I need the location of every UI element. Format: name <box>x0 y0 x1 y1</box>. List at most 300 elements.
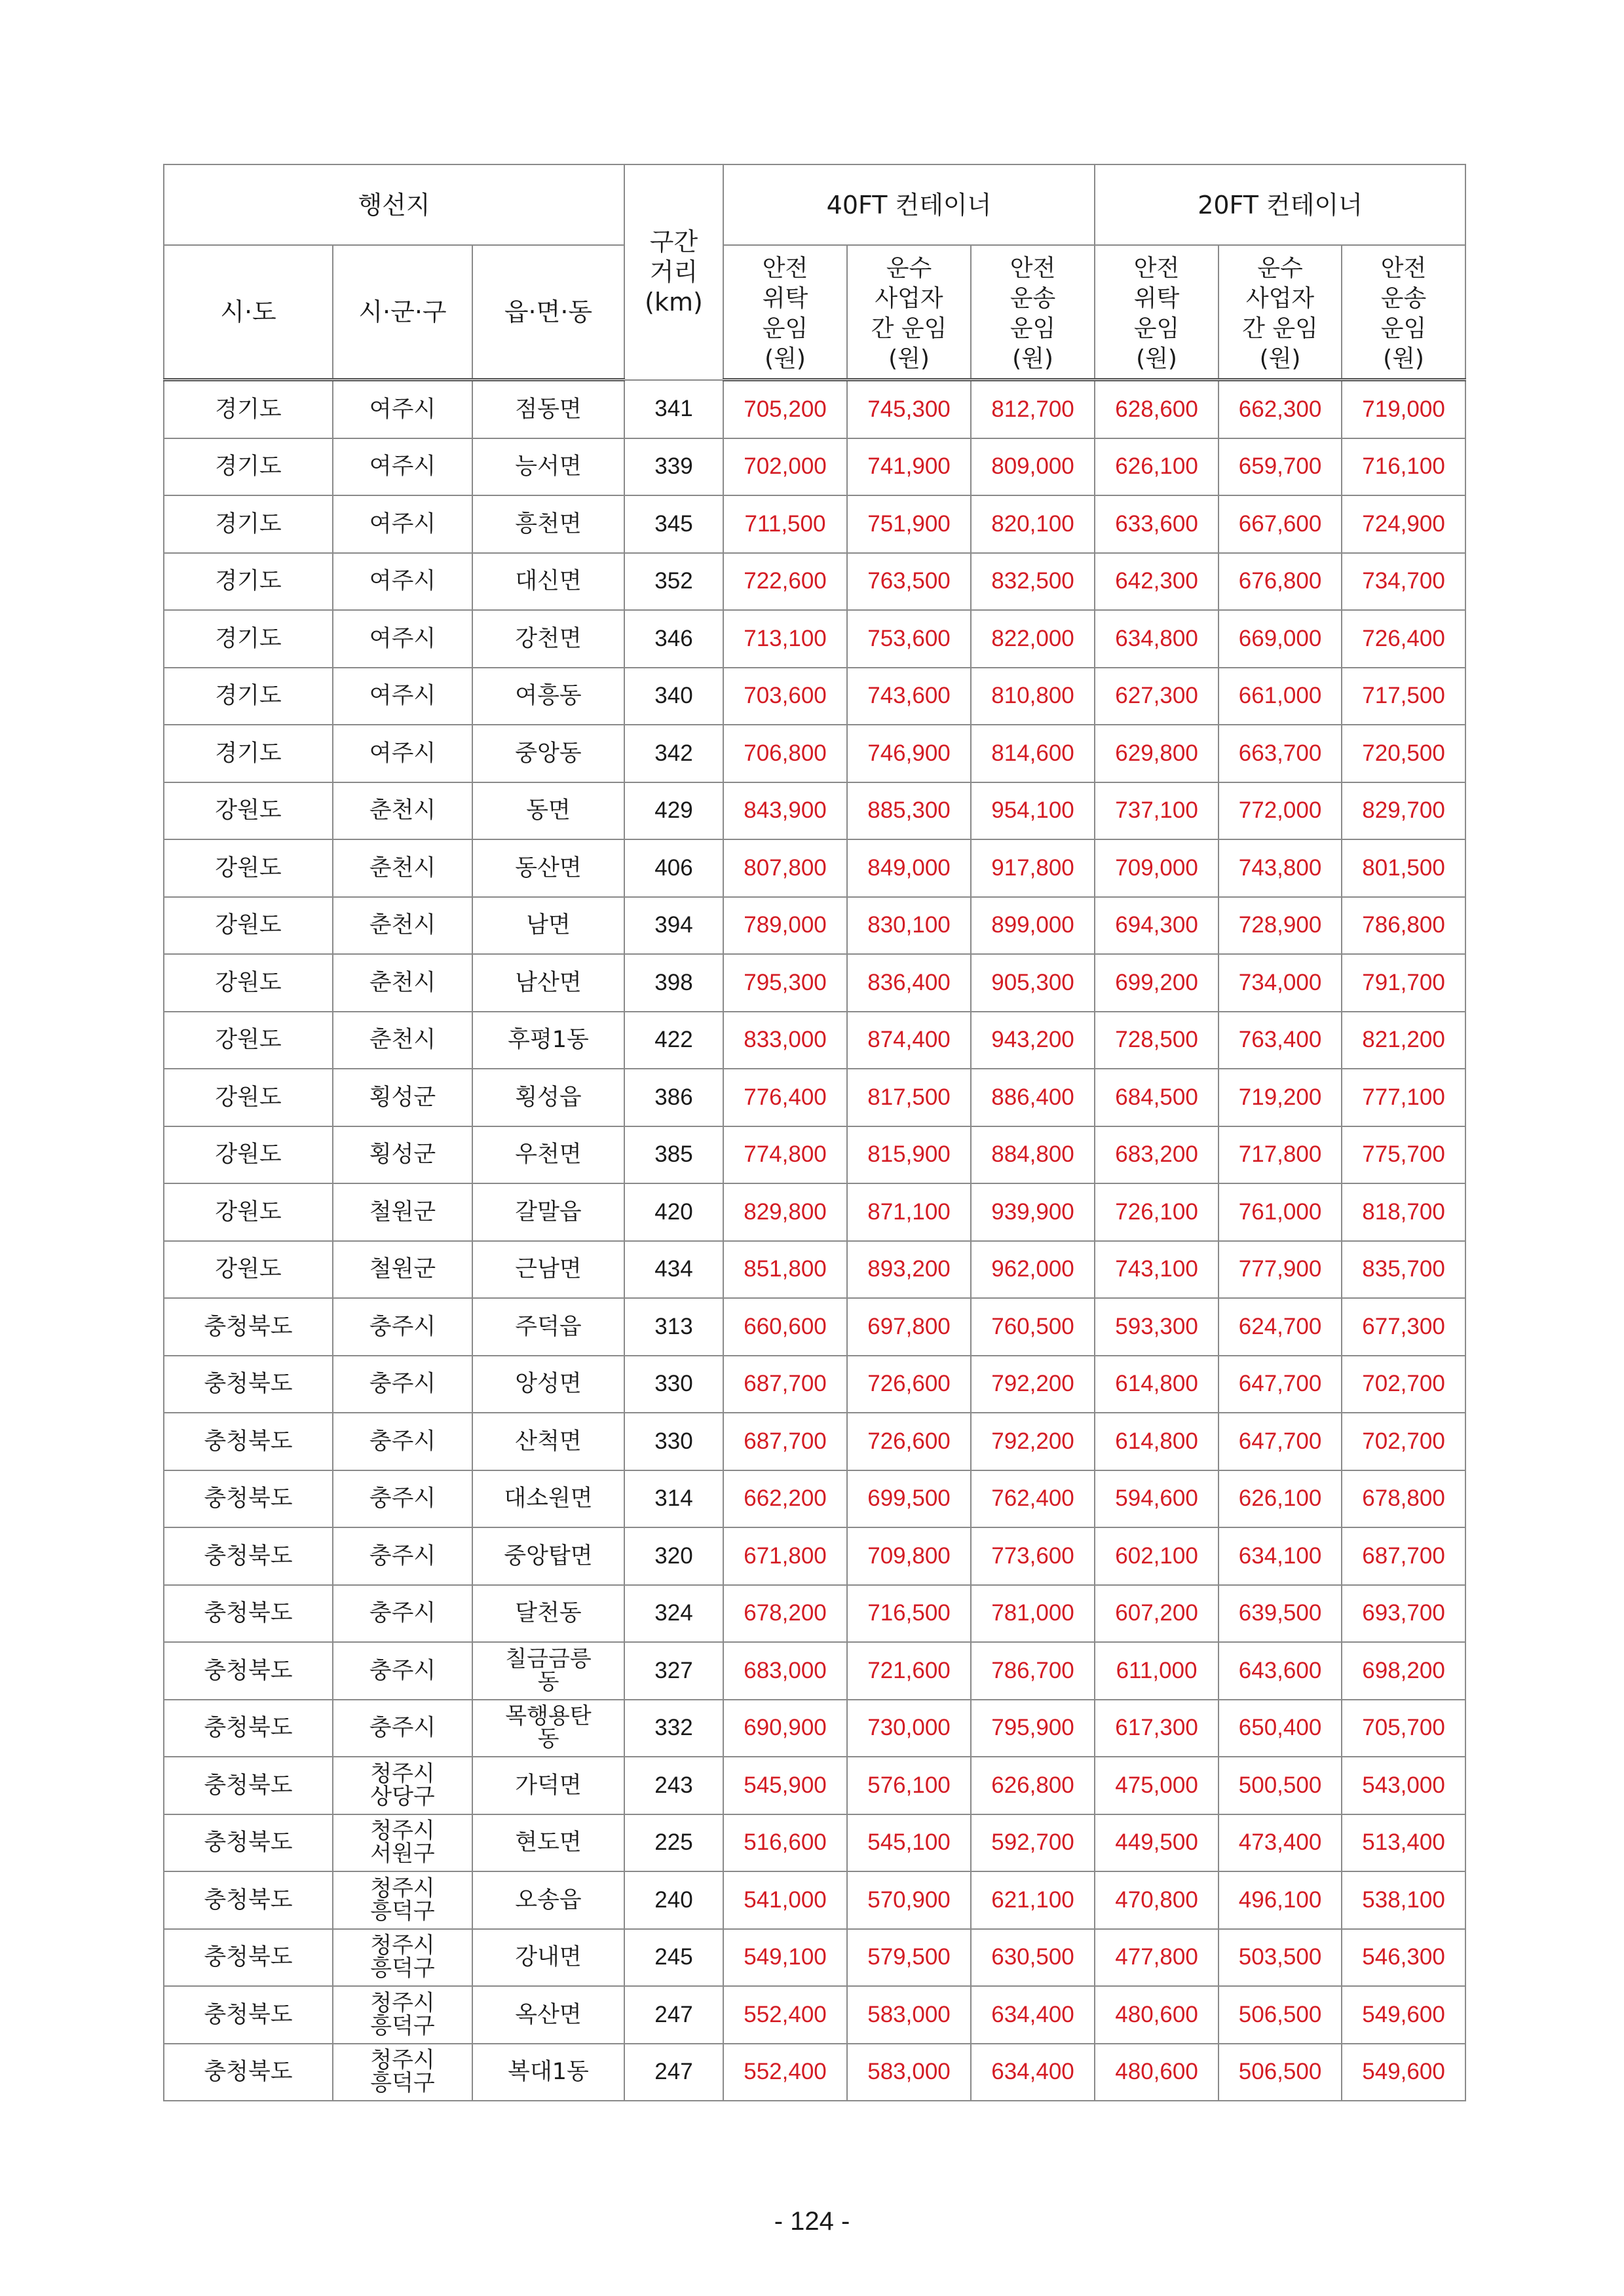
safe-consign-40-cell: 690,900 <box>723 1700 847 1757</box>
town-cell: 동산면 <box>472 839 624 897</box>
safe-consign-40-cell: 662,200 <box>723 1470 847 1528</box>
town-cell: 중앙동 <box>472 725 624 782</box>
safe-transport-40-cell: 592,700 <box>971 1814 1095 1872</box>
city-cell: 춘천시 <box>333 897 472 955</box>
province-cell: 경기도 <box>164 495 333 553</box>
carrier-rate-40-cell: 817,500 <box>847 1069 971 1126</box>
safe-transport-40-cell: 762,400 <box>971 1470 1095 1528</box>
safe-transport-20-cell: 818,700 <box>1342 1183 1465 1241</box>
distance-cell: 327 <box>624 1642 723 1700</box>
province-cell: 충청북도 <box>164 1986 333 2044</box>
town-cell: 목행용탄 동 <box>472 1700 624 1757</box>
distance-cell: 240 <box>624 1871 723 1929</box>
distance-cell: 420 <box>624 1183 723 1241</box>
province-cell: 충청북도 <box>164 1413 333 1470</box>
city-cell: 청주시 상당구 <box>333 1757 472 1814</box>
safe-consign-20-cell: 629,800 <box>1095 725 1218 782</box>
safe-transport-40-cell: 812,700 <box>971 380 1095 438</box>
table-row <box>164 1929 1465 1987</box>
carrier-rate-40-cell: 885,300 <box>847 782 971 840</box>
carrier-rate-20-cell: 719,200 <box>1218 1069 1342 1126</box>
province-cell: 강원도 <box>164 1183 333 1241</box>
carrier-rate-40-cell: 745,300 <box>847 380 971 438</box>
table-row <box>164 1814 1465 1872</box>
province-cell: 충청북도 <box>164 1585 333 1643</box>
safe-transport-40-cell: 822,000 <box>971 610 1095 668</box>
safe-transport-40-cell: 820,100 <box>971 495 1095 553</box>
safe-transport-20-cell: 702,700 <box>1342 1356 1465 1413</box>
safe-transport-40-cell: 917,800 <box>971 839 1095 897</box>
safe-transport-40-cell: 814,600 <box>971 725 1095 782</box>
province-cell: 경기도 <box>164 553 333 611</box>
city-cell: 충주시 <box>333 1356 472 1413</box>
safe-transport-20-cell: 835,700 <box>1342 1241 1465 1299</box>
carrier-rate-20-cell: 634,100 <box>1218 1527 1342 1585</box>
town-cell: 근남면 <box>472 1241 624 1299</box>
carrier-rate-20-cell: 772,000 <box>1218 782 1342 840</box>
table-row <box>164 1356 1465 1413</box>
town-cell: 갈말읍 <box>472 1183 624 1241</box>
carrier-rate-40-cell: 871,100 <box>847 1183 971 1241</box>
carrier-rate-40-cell: 893,200 <box>847 1241 971 1299</box>
town-cell: 중앙탑면 <box>472 1527 624 1585</box>
distance-cell: 332 <box>624 1700 723 1757</box>
carrier-rate-20-cell: 662,300 <box>1218 380 1342 438</box>
distance-cell: 341 <box>624 380 723 438</box>
table-row <box>164 1700 1465 1757</box>
safe-consign-20-cell: 449,500 <box>1095 1814 1218 1872</box>
province-cell: 강원도 <box>164 1069 333 1126</box>
safe-transport-20-cell: 829,700 <box>1342 782 1465 840</box>
safe-transport-40-cell: 773,600 <box>971 1527 1095 1585</box>
safe-transport-40-cell: 792,200 <box>971 1413 1095 1470</box>
table-row <box>164 1871 1465 1929</box>
safe-consign-20-cell: 634,800 <box>1095 610 1218 668</box>
table-row <box>164 1527 1465 1585</box>
safe-consign-20-cell: 694,300 <box>1095 897 1218 955</box>
carrier-rate-20-cell: 650,400 <box>1218 1700 1342 1757</box>
city-cell: 충주시 <box>333 1413 472 1470</box>
table-row <box>164 1298 1465 1356</box>
table-row <box>164 839 1465 897</box>
town-cell: 강천면 <box>472 610 624 668</box>
carrier-rate-40-cell: 741,900 <box>847 438 971 496</box>
safe-transport-20-cell: 677,300 <box>1342 1298 1465 1356</box>
safe-consign-40-cell: 833,000 <box>723 1012 847 1069</box>
safe-transport-20-cell: 705,700 <box>1342 1700 1465 1757</box>
safe-transport-40-cell: 626,800 <box>971 1757 1095 1814</box>
safe-consign-40-cell: 687,700 <box>723 1356 847 1413</box>
carrier-rate-40-cell: 730,000 <box>847 1700 971 1757</box>
table-row <box>164 380 1465 438</box>
carrier-rate-20-cell: 506,500 <box>1218 2044 1342 2101</box>
safe-transport-20-cell: 687,700 <box>1342 1527 1465 1585</box>
town-cell: 산척면 <box>472 1413 624 1470</box>
province-cell: 강원도 <box>164 1241 333 1299</box>
carrier-rate-40-cell: 716,500 <box>847 1585 971 1643</box>
town-cell: 옥산면 <box>472 1986 624 2044</box>
safe-transport-40-cell: 621,100 <box>971 1871 1095 1929</box>
safe-consign-40-cell: 545,900 <box>723 1757 847 1814</box>
safe-consign-40-cell: 851,800 <box>723 1241 847 1299</box>
safe-transport-40-cell: 962,000 <box>971 1241 1095 1299</box>
town-cell: 앙성면 <box>472 1356 624 1413</box>
safe-consign-20-cell: 709,000 <box>1095 839 1218 897</box>
carrier-rate-20-cell: 639,500 <box>1218 1585 1342 1643</box>
safe-transport-20-cell: 791,700 <box>1342 954 1465 1012</box>
safe-transport-40-cell: 760,500 <box>971 1298 1095 1356</box>
safe-consign-20-cell: 726,100 <box>1095 1183 1218 1241</box>
safe-consign-40-cell: 549,100 <box>723 1929 847 1987</box>
safe-consign-40-cell: 789,000 <box>723 897 847 955</box>
safe-transport-20-cell: 702,700 <box>1342 1413 1465 1470</box>
safe-transport-40-header: 안전 운송 운임 (원) <box>971 245 1095 380</box>
carrier-rate-20-cell: 734,000 <box>1218 954 1342 1012</box>
safe-consign-40-cell: 678,200 <box>723 1585 847 1643</box>
distance-cell: 385 <box>624 1126 723 1184</box>
safe-consign-20-cell: 628,600 <box>1095 380 1218 438</box>
table-row <box>164 2044 1465 2101</box>
city-cell: 충주시 <box>333 1298 472 1356</box>
safe-transport-40-cell: 792,200 <box>971 1356 1095 1413</box>
table-row <box>164 782 1465 840</box>
distance-header: 구간 거리 (km) <box>624 164 723 380</box>
safe-consign-40-cell: 807,800 <box>723 839 847 897</box>
carrier-rate-20-cell: 761,000 <box>1218 1183 1342 1241</box>
safe-consign-20-cell: 480,600 <box>1095 1986 1218 2044</box>
city-cell: 충주시 <box>333 1700 472 1757</box>
city-cell: 여주시 <box>333 438 472 496</box>
safe-consign-20-header: 안전 위탁 운임 (원) <box>1095 245 1218 380</box>
carrier-rate-20-cell: 667,600 <box>1218 495 1342 553</box>
safe-transport-20-cell: 693,700 <box>1342 1585 1465 1643</box>
city-cell: 충주시 <box>333 1470 472 1528</box>
freight-rate-table <box>163 164 1466 2101</box>
carrier-rate-20-cell: 659,700 <box>1218 438 1342 496</box>
carrier-rate-40-cell: 815,900 <box>847 1126 971 1184</box>
safe-consign-40-cell: 683,000 <box>723 1642 847 1700</box>
safe-consign-40-cell: 516,600 <box>723 1814 847 1872</box>
distance-cell: 245 <box>624 1929 723 1987</box>
province-cell: 충청북도 <box>164 1356 333 1413</box>
town-cell: 동면 <box>472 782 624 840</box>
safe-transport-20-header: 안전 운송 운임 (원) <box>1342 245 1465 380</box>
carrier-rate-20-cell: 473,400 <box>1218 1814 1342 1872</box>
town-cell: 달천동 <box>472 1585 624 1643</box>
province-cell: 강원도 <box>164 782 333 840</box>
province-cell: 충청북도 <box>164 1298 333 1356</box>
carrier-rate-40-cell: 751,900 <box>847 495 971 553</box>
city-cell: 여주시 <box>333 668 472 725</box>
carrier-rate-20-cell: 728,900 <box>1218 897 1342 955</box>
safe-consign-40-cell: 687,700 <box>723 1413 847 1470</box>
province-cell: 강원도 <box>164 897 333 955</box>
carrier-rate-20-cell: 676,800 <box>1218 553 1342 611</box>
table-row <box>164 553 1465 611</box>
table-body <box>164 380 1465 2101</box>
carrier-rate-20-cell: 661,000 <box>1218 668 1342 725</box>
safe-transport-20-cell: 549,600 <box>1342 2044 1465 2101</box>
province-cell: 강원도 <box>164 1126 333 1184</box>
carrier-rate-40-cell: 579,500 <box>847 1929 971 1987</box>
distance-cell: 320 <box>624 1527 723 1585</box>
town-cell: 칠금금릉 동 <box>472 1642 624 1700</box>
table-row <box>164 1069 1465 1126</box>
table-row <box>164 1757 1465 1814</box>
carrier-rate-20-cell: 777,900 <box>1218 1241 1342 1299</box>
safe-consign-20-cell: 480,600 <box>1095 2044 1218 2101</box>
safe-transport-40-cell: 832,500 <box>971 553 1095 611</box>
city-cell: 청주시 흥덕구 <box>333 2044 472 2101</box>
city-cell: 철원군 <box>333 1241 472 1299</box>
safe-consign-20-cell: 626,100 <box>1095 438 1218 496</box>
province-cell: 경기도 <box>164 610 333 668</box>
carrier-rate-40-cell: 709,800 <box>847 1527 971 1585</box>
town-cell: 복대1동 <box>472 2044 624 2101</box>
town-cell: 현도면 <box>472 1814 624 1872</box>
carrier-rate-20-header: 운수 사업자 간 운임 (원) <box>1218 245 1342 380</box>
city-cell: 여주시 <box>333 553 472 611</box>
safe-transport-20-cell: 724,900 <box>1342 495 1465 553</box>
town-cell: 점동면 <box>472 380 624 438</box>
province-cell: 충청북도 <box>164 1929 333 1987</box>
safe-transport-20-cell: 513,400 <box>1342 1814 1465 1872</box>
table-row <box>164 1183 1465 1241</box>
safe-transport-20-cell: 698,200 <box>1342 1642 1465 1700</box>
safe-transport-20-cell: 716,100 <box>1342 438 1465 496</box>
safe-transport-40-cell: 786,700 <box>971 1642 1095 1700</box>
page-number: - 124 - <box>774 2207 850 2236</box>
town-cell: 횡성읍 <box>472 1069 624 1126</box>
carrier-rate-40-header: 운수 사업자 간 운임 (원) <box>847 245 971 380</box>
carrier-rate-20-cell: 763,400 <box>1218 1012 1342 1069</box>
province-cell: 충청북도 <box>164 1757 333 1814</box>
safe-transport-20-cell: 543,000 <box>1342 1757 1465 1814</box>
safe-transport-40-cell: 809,000 <box>971 438 1095 496</box>
safe-consign-40-cell: 774,800 <box>723 1126 847 1184</box>
safe-consign-40-cell: 829,800 <box>723 1183 847 1241</box>
province-cell: 경기도 <box>164 380 333 438</box>
distance-cell: 406 <box>624 839 723 897</box>
city-cell: 여주시 <box>333 495 472 553</box>
carrier-rate-20-cell: 626,100 <box>1218 1470 1342 1528</box>
distance-cell: 243 <box>624 1757 723 1814</box>
town-header: 읍·면·동 <box>472 245 624 380</box>
carrier-rate-40-cell: 763,500 <box>847 553 971 611</box>
city-cell: 춘천시 <box>333 782 472 840</box>
town-cell: 우천면 <box>472 1126 624 1184</box>
province-cell: 경기도 <box>164 438 333 496</box>
carrier-rate-20-cell: 643,600 <box>1218 1642 1342 1700</box>
safe-consign-20-cell: 593,300 <box>1095 1298 1218 1356</box>
safe-transport-20-cell: 821,200 <box>1342 1012 1465 1069</box>
carrier-rate-20-cell: 506,500 <box>1218 1986 1342 2044</box>
safe-consign-20-cell: 607,200 <box>1095 1585 1218 1643</box>
distance-cell: 247 <box>624 2044 723 2101</box>
safe-transport-20-cell: 717,500 <box>1342 668 1465 725</box>
safe-transport-40-cell: 954,100 <box>971 782 1095 840</box>
city-cell: 철원군 <box>333 1183 472 1241</box>
distance-cell: 225 <box>624 1814 723 1872</box>
city-cell: 춘천시 <box>333 839 472 897</box>
distance-cell: 340 <box>624 668 723 725</box>
safe-transport-40-cell: 630,500 <box>971 1929 1095 1987</box>
distance-cell: 398 <box>624 954 723 1012</box>
province-cell: 충청북도 <box>164 1470 333 1528</box>
distance-cell: 247 <box>624 1986 723 2044</box>
safe-consign-20-cell: 617,300 <box>1095 1700 1218 1757</box>
safe-consign-40-cell: 843,900 <box>723 782 847 840</box>
safe-transport-20-cell: 549,600 <box>1342 1986 1465 2044</box>
safe-transport-40-cell: 943,200 <box>971 1012 1095 1069</box>
town-cell: 흥천면 <box>472 495 624 553</box>
city-cell: 여주시 <box>333 725 472 782</box>
carrier-rate-20-cell: 717,800 <box>1218 1126 1342 1184</box>
city-cell: 청주시 흥덕구 <box>333 1871 472 1929</box>
safe-transport-20-cell: 678,800 <box>1342 1470 1465 1528</box>
city-cell: 춘천시 <box>333 954 472 1012</box>
carrier-rate-40-cell: 874,400 <box>847 1012 971 1069</box>
distance-cell: 434 <box>624 1241 723 1299</box>
province-cell: 강원도 <box>164 839 333 897</box>
safe-consign-20-cell: 728,500 <box>1095 1012 1218 1069</box>
safe-transport-40-cell: 886,400 <box>971 1069 1095 1126</box>
safe-consign-20-cell: 594,600 <box>1095 1470 1218 1528</box>
carrier-rate-20-cell: 743,800 <box>1218 839 1342 897</box>
safe-consign-20-cell: 614,800 <box>1095 1413 1218 1470</box>
safe-transport-20-cell: 546,300 <box>1342 1929 1465 1987</box>
safe-consign-20-cell: 683,200 <box>1095 1126 1218 1184</box>
town-cell: 대소원면 <box>472 1470 624 1528</box>
carrier-rate-40-cell: 721,600 <box>847 1642 971 1700</box>
city-cell: 청주시 서원구 <box>333 1814 472 1872</box>
carrier-rate-20-cell: 496,100 <box>1218 1871 1342 1929</box>
city-cell: 횡성군 <box>333 1126 472 1184</box>
province-cell: 충청북도 <box>164 2044 333 2101</box>
safe-transport-40-cell: 795,900 <box>971 1700 1095 1757</box>
table-header <box>164 164 1465 380</box>
city-cell: 여주시 <box>333 610 472 668</box>
safe-consign-20-cell: 477,800 <box>1095 1929 1218 1987</box>
table-row <box>164 1986 1465 2044</box>
safe-transport-20-cell: 726,400 <box>1342 610 1465 668</box>
province-cell: 경기도 <box>164 725 333 782</box>
province-cell: 경기도 <box>164 668 333 725</box>
safe-transport-40-cell: 634,400 <box>971 1986 1095 2044</box>
safe-transport-20-cell: 786,800 <box>1342 897 1465 955</box>
town-cell: 남산면 <box>472 954 624 1012</box>
distance-cell: 386 <box>624 1069 723 1126</box>
safe-transport-20-cell: 538,100 <box>1342 1871 1465 1929</box>
city-cell: 청주시 흥덕구 <box>333 1986 472 2044</box>
distance-cell: 324 <box>624 1585 723 1643</box>
carrier-rate-40-cell: 726,600 <box>847 1413 971 1470</box>
carrier-rate-40-cell: 753,600 <box>847 610 971 668</box>
safe-consign-20-cell: 743,100 <box>1095 1241 1218 1299</box>
city-cell: 횡성군 <box>333 1069 472 1126</box>
distance-cell: 339 <box>624 438 723 496</box>
province-cell: 충청북도 <box>164 1527 333 1585</box>
carrier-rate-40-cell: 583,000 <box>847 2044 971 2101</box>
safe-transport-40-cell: 939,900 <box>971 1183 1095 1241</box>
carrier-rate-20-cell: 503,500 <box>1218 1929 1342 1987</box>
safe-consign-40-cell: 711,500 <box>723 495 847 553</box>
safe-consign-20-cell: 627,300 <box>1095 668 1218 725</box>
safe-consign-40-cell: 703,600 <box>723 668 847 725</box>
destination-header: 행선지 <box>164 164 624 245</box>
group-40ft-header: 40FT 컨테이너 <box>723 164 1095 245</box>
town-cell: 오송읍 <box>472 1871 624 1929</box>
carrier-rate-40-cell: 545,100 <box>847 1814 971 1872</box>
carrier-rate-40-cell: 726,600 <box>847 1356 971 1413</box>
safe-transport-20-cell: 801,500 <box>1342 839 1465 897</box>
safe-transport-20-cell: 719,000 <box>1342 380 1465 438</box>
safe-transport-40-cell: 781,000 <box>971 1585 1095 1643</box>
distance-cell: 394 <box>624 897 723 955</box>
safe-transport-40-cell: 899,000 <box>971 897 1095 955</box>
carrier-rate-20-cell: 663,700 <box>1218 725 1342 782</box>
city-cell: 충주시 <box>333 1585 472 1643</box>
table-row <box>164 1470 1465 1528</box>
table-row <box>164 1012 1465 1069</box>
safe-transport-40-cell: 905,300 <box>971 954 1095 1012</box>
town-cell: 능서면 <box>472 438 624 496</box>
carrier-rate-40-cell: 830,100 <box>847 897 971 955</box>
safe-transport-20-cell: 777,100 <box>1342 1069 1465 1126</box>
distance-cell: 345 <box>624 495 723 553</box>
province-cell: 충청북도 <box>164 1871 333 1929</box>
table-row <box>164 1642 1465 1700</box>
safe-consign-20-cell: 611,000 <box>1095 1642 1218 1700</box>
distance-cell: 429 <box>624 782 723 840</box>
carrier-rate-20-cell: 647,700 <box>1218 1413 1342 1470</box>
safe-consign-20-cell: 737,100 <box>1095 782 1218 840</box>
distance-cell: 314 <box>624 1470 723 1528</box>
safe-consign-40-cell: 795,300 <box>723 954 847 1012</box>
distance-cell: 422 <box>624 1012 723 1069</box>
safe-consign-20-cell: 475,000 <box>1095 1757 1218 1814</box>
safe-consign-20-cell: 470,800 <box>1095 1871 1218 1929</box>
table-row <box>164 897 1465 955</box>
distance-cell: 313 <box>624 1298 723 1356</box>
safe-consign-40-cell: 705,200 <box>723 380 847 438</box>
distance-cell: 330 <box>624 1356 723 1413</box>
province-header: 시·도 <box>164 245 333 380</box>
city-cell: 여주시 <box>333 380 472 438</box>
carrier-rate-40-cell: 746,900 <box>847 725 971 782</box>
carrier-rate-20-cell: 669,000 <box>1218 610 1342 668</box>
carrier-rate-40-cell: 836,400 <box>847 954 971 1012</box>
safe-consign-40-cell: 702,000 <box>723 438 847 496</box>
table-row <box>164 438 1465 496</box>
distance-cell: 330 <box>624 1413 723 1470</box>
safe-consign-20-cell: 602,100 <box>1095 1527 1218 1585</box>
town-cell: 남면 <box>472 897 624 955</box>
province-cell: 충청북도 <box>164 1642 333 1700</box>
carrier-rate-20-cell: 500,500 <box>1218 1757 1342 1814</box>
safe-consign-20-cell: 699,200 <box>1095 954 1218 1012</box>
safe-consign-20-cell: 684,500 <box>1095 1069 1218 1126</box>
table-row <box>164 725 1465 782</box>
distance-cell: 342 <box>624 725 723 782</box>
town-cell: 가덕면 <box>472 1757 624 1814</box>
safe-consign-40-cell: 552,400 <box>723 2044 847 2101</box>
safe-consign-40-cell: 706,800 <box>723 725 847 782</box>
carrier-rate-40-cell: 699,500 <box>847 1470 971 1528</box>
table-row <box>164 1126 1465 1184</box>
safe-consign-40-cell: 713,100 <box>723 610 847 668</box>
carrier-rate-40-cell: 583,000 <box>847 1986 971 2044</box>
